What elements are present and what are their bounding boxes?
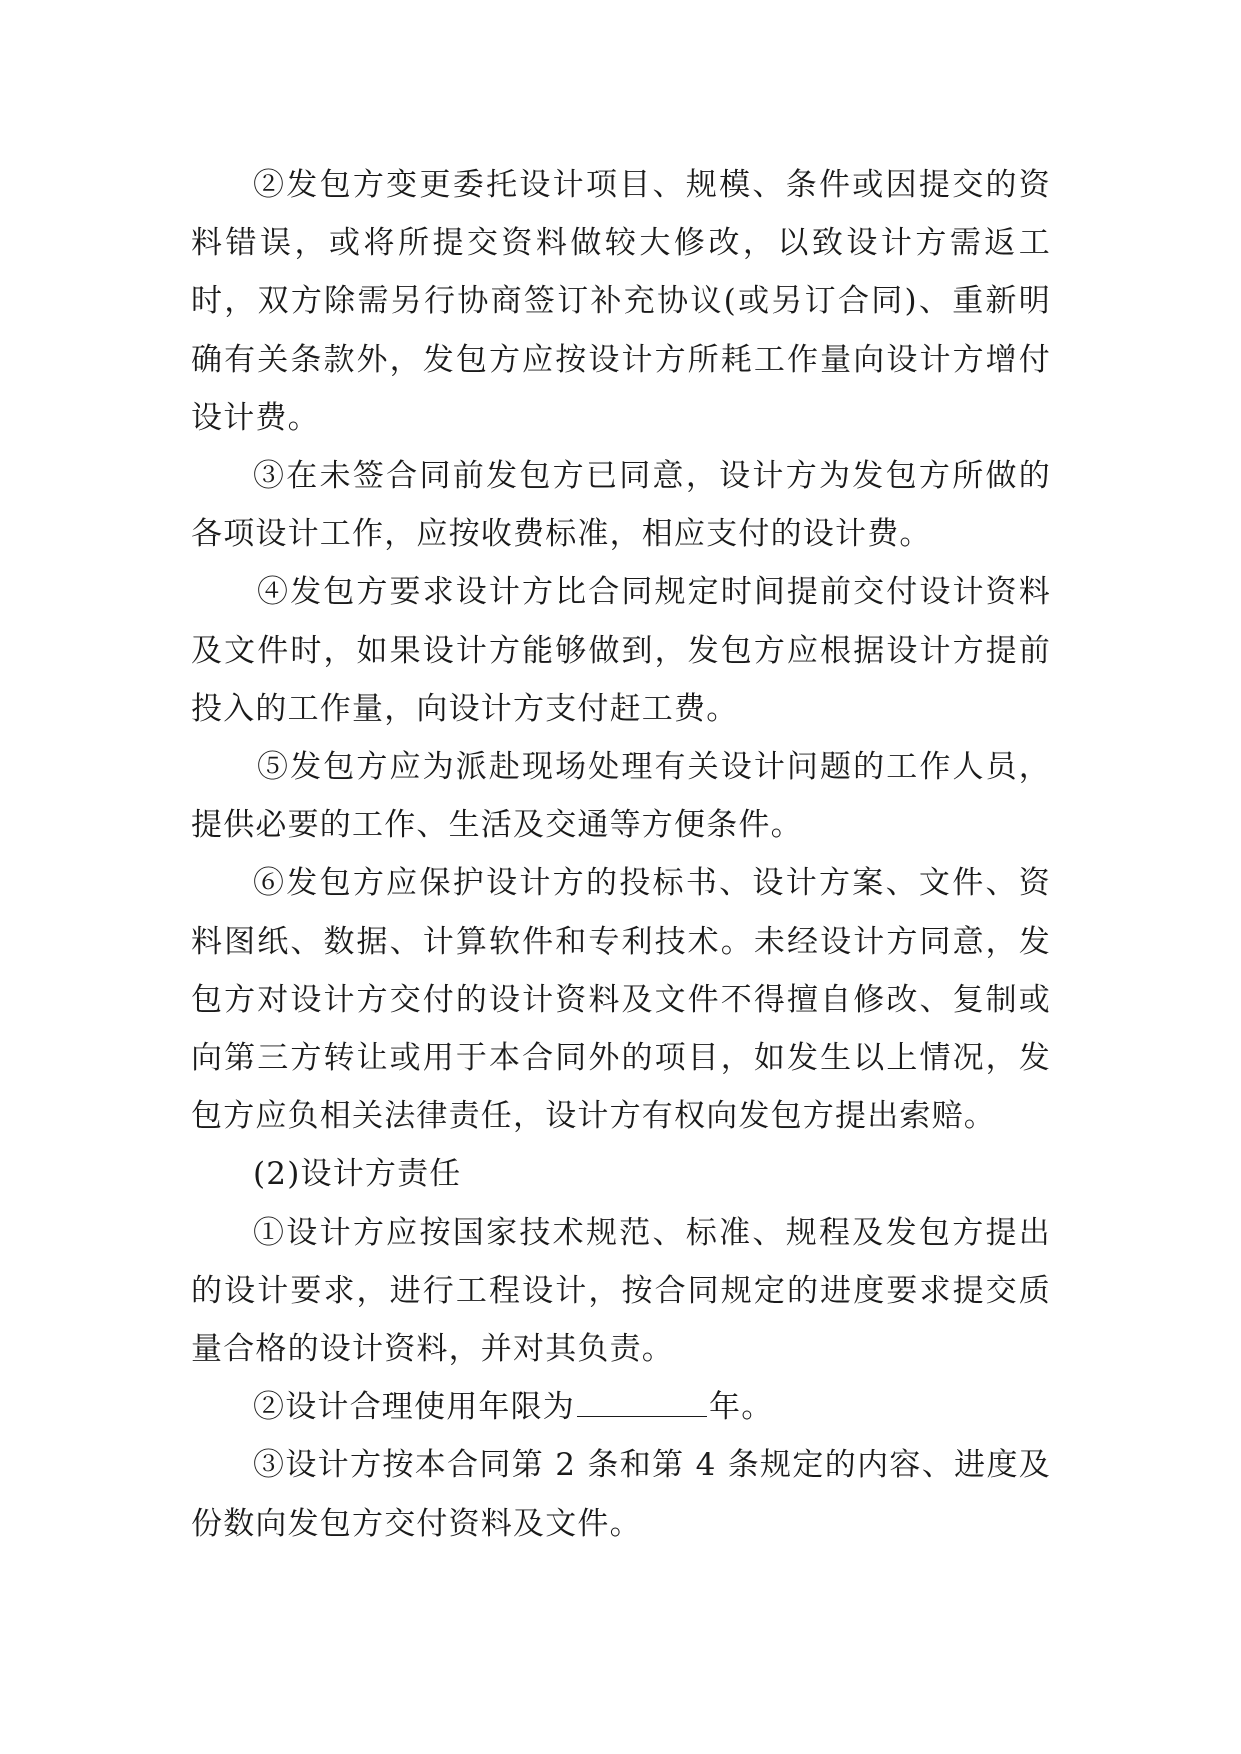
paragraph-design-change-fee: ②发包方变更委托设计项目、规模、条件或因提交的资料错误，或将所提交资料做较大修改，以致设计方需返工时，双方除需另行协商签订补充协议(或另订合同)、重新明确有关条款外，发包方应按设计方所耗工作量向设计方增付设计费。 <box>191 167 1051 436</box>
paragraph-service-life <box>191 1378 1051 1436</box>
section-heading-designer-responsibility: (2)设计方责任 <box>253 1156 462 1193</box>
paragraph-deliverables: ③设计方按本合同第 2 条和第 4 条规定的内容、进度及份数向发包方交付资料及文件。 <box>191 1447 1051 1542</box>
paragraph-onsite-support: ⑤发包方应为派赴现场处理有关设计问题的工作人员，提供必要的工作、生活及交通等方便条件。 <box>191 749 1051 844</box>
service-life-label: ②设计合理使用年限为 <box>253 1389 575 1426</box>
document-body <box>191 156 1051 1553</box>
paragraph-pre-contract-work-fee: ③在未签合同前发包方已同意，设计方为发包方所做的各项设计工作，应按收费标准，相应支付的设计费。 <box>191 458 1051 553</box>
service-life-unit: 年。 <box>709 1389 774 1426</box>
paragraph-design-standards: ①设计方应按国家技术规范、标准、规程及发包方提出的设计要求，进行工程设计，按合同规定的进度要求提交质量合格的设计资料，并对其负责。 <box>191 1214 1051 1368</box>
paragraph-rush-fee: ④发包方要求设计方比合同规定时间提前交付设计资料及文件时，如果设计方能够做到，发包方应根据设计方提前投入的工作量，向设计方支付赶工费。 <box>191 574 1051 727</box>
service-life-blank <box>577 1390 707 1417</box>
paragraph-ip-protection: ⑥发包方应保护设计方的投标书、设计方案、文件、资料图纸、数据、计算软件和专利技术。未经设计方同意，发包方对设计方交付的设计资料及文件不得擅自修改、复制或向第三方转让或用于本合同外的项目，如发生以上情况，发包方应负相关法律责任，设计方有权向发包方提出索赔。 <box>191 865 1051 1135</box>
